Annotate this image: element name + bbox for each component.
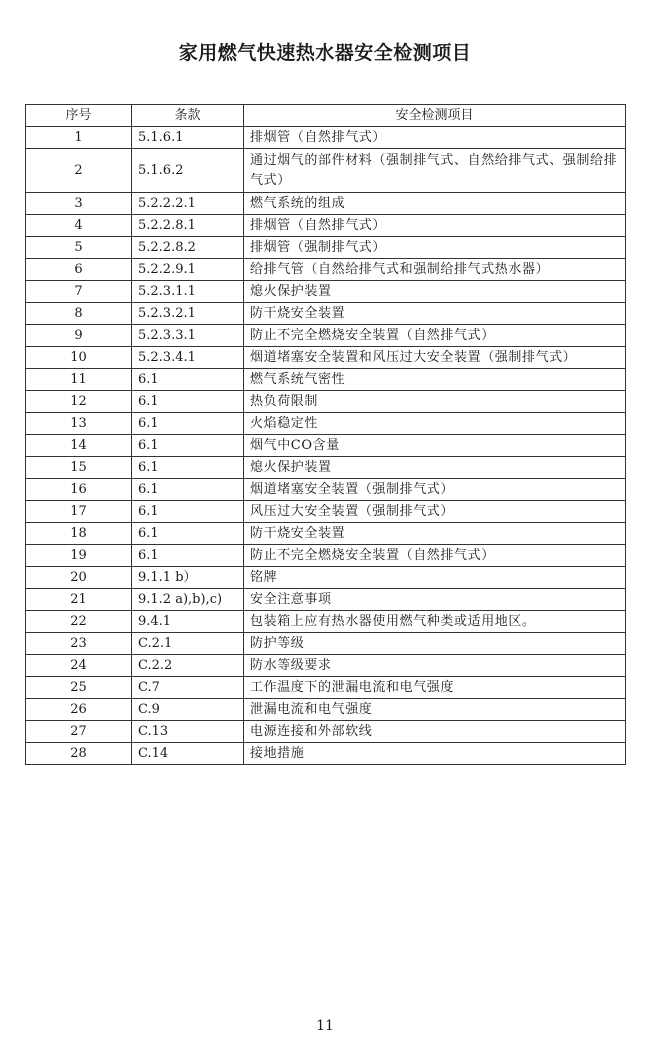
cell-item: 风压过大安全装置（强制排气式） xyxy=(244,501,626,523)
cell-item: 安全注意事项 xyxy=(244,589,626,611)
cell-clause: C.2.2 xyxy=(132,655,244,677)
cell-no: 6 xyxy=(26,259,132,281)
table-row xyxy=(26,347,626,369)
cell-clause: 9.4.1 xyxy=(132,611,244,633)
cell-no: 21 xyxy=(26,589,132,611)
table-header-row xyxy=(26,105,626,127)
table-row xyxy=(26,215,626,237)
table-row xyxy=(26,743,626,765)
safety-inspection-table xyxy=(25,104,626,765)
cell-no: 7 xyxy=(26,281,132,303)
table-row xyxy=(26,303,626,325)
cell-no: 4 xyxy=(26,215,132,237)
cell-clause: 5.2.2.2.1 xyxy=(132,193,244,215)
table-row xyxy=(26,523,626,545)
cell-no: 25 xyxy=(26,677,132,699)
cell-clause: 5.2.3.1.1 xyxy=(132,281,244,303)
table-row xyxy=(26,479,626,501)
cell-item: 防止不完全燃烧安全装置（自然排气式） xyxy=(244,545,626,567)
document-title: 家用燃气快速热水器安全检测项目 xyxy=(178,42,472,64)
cell-clause: 5.1.6.1 xyxy=(132,127,244,149)
cell-no: 14 xyxy=(26,435,132,457)
cell-no: 15 xyxy=(26,457,132,479)
cell-clause: C.2.1 xyxy=(132,633,244,655)
cell-no: 20 xyxy=(26,567,132,589)
table-row xyxy=(26,237,626,259)
cell-item: 烟道堵塞安全装置（强制排气式） xyxy=(244,479,626,501)
table-row xyxy=(26,413,626,435)
cell-clause: 5.2.2.9.1 xyxy=(132,259,244,281)
table-row xyxy=(26,127,626,149)
table-row xyxy=(26,501,626,523)
cell-clause: 6.1 xyxy=(132,501,244,523)
cell-no: 23 xyxy=(26,633,132,655)
table-row xyxy=(26,633,626,655)
cell-item: 电源连接和外部软线 xyxy=(244,721,626,743)
table-row xyxy=(26,369,626,391)
cell-clause: C.9 xyxy=(132,699,244,721)
cell-item: 防干烧安全装置 xyxy=(244,303,626,325)
cell-item: 烟道堵塞安全装置和风压过大安全装置（强制排气式） xyxy=(244,347,626,369)
cell-clause: C.7 xyxy=(132,677,244,699)
cell-item: 燃气系统气密性 xyxy=(244,369,626,391)
table-row xyxy=(26,325,626,347)
cell-item: 热负荷限制 xyxy=(244,391,626,413)
table-row xyxy=(26,699,626,721)
cell-clause: 5.2.3.2.1 xyxy=(132,303,244,325)
table-row xyxy=(26,193,626,215)
cell-clause: 6.1 xyxy=(132,391,244,413)
cell-clause: 5.2.2.8.2 xyxy=(132,237,244,259)
table-body xyxy=(26,127,626,765)
cell-no: 17 xyxy=(26,501,132,523)
table-row xyxy=(26,611,626,633)
table-row xyxy=(26,435,626,457)
cell-no: 16 xyxy=(26,479,132,501)
cell-no: 19 xyxy=(26,545,132,567)
cell-no: 5 xyxy=(26,237,132,259)
cell-item: 防止不完全燃烧安全装置（自然排气式） xyxy=(244,325,626,347)
table-row xyxy=(26,149,626,193)
cell-no: 9 xyxy=(26,325,132,347)
page-number: 11 xyxy=(316,1018,334,1034)
table-row xyxy=(26,391,626,413)
cell-item: 接地措施 xyxy=(244,743,626,765)
table-row xyxy=(26,567,626,589)
cell-no: 11 xyxy=(26,369,132,391)
cell-clause: 6.1 xyxy=(132,435,244,457)
cell-item: 火焰稳定性 xyxy=(244,413,626,435)
cell-no: 8 xyxy=(26,303,132,325)
cell-no: 3 xyxy=(26,193,132,215)
cell-item: 排烟管（自然排气式） xyxy=(244,215,626,237)
cell-clause: 6.1 xyxy=(132,457,244,479)
cell-clause: 5.2.3.3.1 xyxy=(132,325,244,347)
cell-item: 熄火保护装置 xyxy=(244,281,626,303)
cell-no: 27 xyxy=(26,721,132,743)
header-clause: 条款 xyxy=(132,105,244,127)
cell-item: 包装箱上应有热水器使用燃气种类或适用地区。 xyxy=(244,611,626,633)
cell-clause: 5.2.3.4.1 xyxy=(132,347,244,369)
cell-no: 13 xyxy=(26,413,132,435)
table-row xyxy=(26,589,626,611)
cell-item: 铭牌 xyxy=(244,567,626,589)
cell-no: 18 xyxy=(26,523,132,545)
cell-no: 28 xyxy=(26,743,132,765)
cell-item: 熄火保护装置 xyxy=(244,457,626,479)
cell-item: 防水等级要求 xyxy=(244,655,626,677)
cell-clause: 5.2.2.8.1 xyxy=(132,215,244,237)
cell-clause: 6.1 xyxy=(132,523,244,545)
cell-item: 给排气管（自然给排气式和强制给排气式热水器） xyxy=(244,259,626,281)
cell-no: 2 xyxy=(26,149,132,193)
table-row xyxy=(26,259,626,281)
table-row xyxy=(26,545,626,567)
cell-item: 工作温度下的泄漏电流和电气强度 xyxy=(244,677,626,699)
cell-item: 排烟管（自然排气式） xyxy=(244,127,626,149)
table-row xyxy=(26,721,626,743)
cell-no: 22 xyxy=(26,611,132,633)
cell-item: 防干烧安全装置 xyxy=(244,523,626,545)
cell-clause: 6.1 xyxy=(132,545,244,567)
cell-no: 24 xyxy=(26,655,132,677)
cell-clause: 9.1.1 b） xyxy=(132,567,244,589)
table-row xyxy=(26,457,626,479)
table-row xyxy=(26,655,626,677)
cell-item: 泄漏电流和电气强度 xyxy=(244,699,626,721)
cell-clause: 6.1 xyxy=(132,413,244,435)
table-row xyxy=(26,677,626,699)
cell-clause: 9.1.2 a),b),c) xyxy=(132,589,244,611)
cell-item: 燃气系统的组成 xyxy=(244,193,626,215)
cell-clause: 5.1.6.2 xyxy=(132,149,244,193)
cell-clause: 6.1 xyxy=(132,479,244,501)
cell-item: 排烟管（强制排气式） xyxy=(244,237,626,259)
cell-no: 1 xyxy=(26,127,132,149)
cell-item: 防护等级 xyxy=(244,633,626,655)
header-no: 序号 xyxy=(26,105,132,127)
cell-clause: C.13 xyxy=(132,721,244,743)
cell-clause: C.14 xyxy=(132,743,244,765)
cell-item: 烟气中CO含量 xyxy=(244,435,626,457)
header-item: 安全检测项目 xyxy=(244,105,626,127)
cell-no: 10 xyxy=(26,347,132,369)
cell-item: 通过烟气的部件材料（强制排气式、自然给排气式、强制给排气式） xyxy=(244,149,626,193)
table-row xyxy=(26,281,626,303)
cell-no: 12 xyxy=(26,391,132,413)
cell-clause: 6.1 xyxy=(132,369,244,391)
cell-no: 26 xyxy=(26,699,132,721)
